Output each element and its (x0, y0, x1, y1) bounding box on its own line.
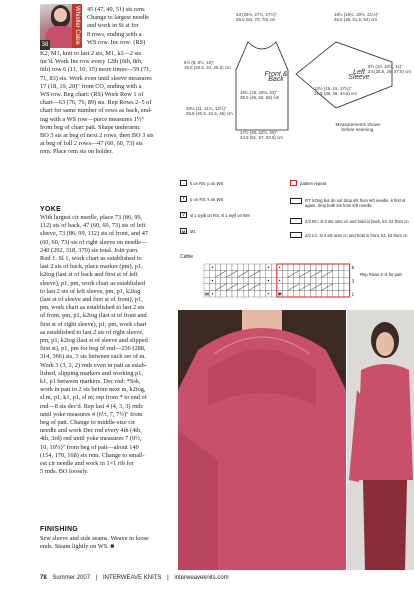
chart-cell (310, 290, 316, 297)
chart-cell (305, 290, 311, 297)
text-line: as established to last 2 sts of right sleeve, (40, 328, 144, 336)
chart-cell (249, 277, 255, 284)
chart-cell (238, 264, 244, 271)
chart-cell (310, 264, 316, 271)
text-line: 8 rows, ending with a (87, 30, 142, 38)
dim-yoke-depth: 10¼ (11, 11¾, 12½)" 39.5 (40.5, 44.5, 46) cm (186, 106, 233, 117)
chart-cell (338, 271, 344, 278)
text-line: 240 (292, 318, 370) sts total. Join yarn. (40, 246, 139, 254)
chart-cell (249, 264, 255, 271)
dim-sleeve-side: 9½ (10, 10½, 11)" 24 (25.5, 26, 27.5) cm (368, 64, 411, 75)
legend-cross-front: 2/3 RC: sl 2 sts onto cn and hold in back, k3, k2 from cn (290, 218, 409, 224)
text-line: last 2 sts of back, place marker (pm), p1, (40, 263, 143, 271)
text-line: Rnd 1: Sl 1, work chart as established to (40, 255, 142, 263)
chart-cell (266, 284, 272, 291)
chart-cell (210, 271, 216, 278)
text-line: sl m, p1, k1, p1, sl m; rep from * to end of (40, 394, 147, 402)
chart-cell (344, 277, 350, 284)
legend-purl: • p on RS; k on WS (180, 196, 223, 202)
text-line: pm, work chart as established to last 2 sts (40, 304, 145, 312)
text-line: from beg of chart patt. Shape underarm: (40, 123, 141, 131)
text-line: chart—63 (76, 76, 89) sts. Rep Rows 2–5 of (40, 99, 152, 107)
chart-cell (277, 284, 283, 291)
chart-cell (305, 284, 311, 291)
chart-cell (238, 271, 244, 278)
chart-cell (271, 271, 277, 278)
chart-cell (322, 264, 328, 271)
chart-cell (232, 277, 238, 284)
text-line: sleeve), p1, pm, work chart as established (40, 279, 146, 287)
chart-cell (232, 284, 238, 291)
text-line: ing with a WS row—piece measures 1½" (40, 115, 145, 123)
chart-cell (294, 271, 300, 278)
schematic (178, 12, 414, 162)
text-line: first st of right sleeve), p1, pm, work chart (40, 320, 147, 328)
chart-cell (327, 271, 333, 278)
dim-neck-top: 23 (25½, 27½, 27½)" 58.5 (64, 70, 70) cm (236, 12, 278, 23)
text-line: WS row. Inc row: (RS) (87, 38, 146, 46)
purl-dot (268, 267, 269, 268)
purl-dot (212, 267, 213, 268)
chart-cell (249, 284, 255, 291)
text-line: to last 2 sts of left sleeve, pm, p1, k2tog (40, 287, 141, 295)
chart-cell (254, 271, 260, 278)
text-line: lished, slipping markers and working p1, (40, 369, 144, 377)
chart-cell (238, 277, 244, 284)
chart-cell (221, 290, 227, 297)
yoke-text (40, 214, 172, 477)
pattern-page-number: 38 (41, 42, 49, 48)
chart-cell (333, 284, 339, 291)
text-line: (last st of sleeve and first st of front), p1, (40, 296, 143, 304)
chart-cell (215, 277, 221, 284)
footer-magazine: INTERWEAVE KNITS (102, 575, 162, 581)
chart-cell (294, 284, 300, 291)
chart-cell (282, 277, 288, 284)
chart-cell (221, 284, 227, 291)
text-line: Sew sleeve and side seams. Weave in loose (40, 535, 149, 542)
chart-cell (204, 264, 210, 271)
chart-cell (232, 271, 238, 278)
chart-cell (282, 290, 288, 297)
text-line: est cir needle and work in 1×1 rib for (40, 460, 134, 468)
text-line: inc'd. Work Inc row every 12th (6th, 8th, (40, 58, 143, 66)
chart-cell (271, 290, 277, 297)
chart-cell (310, 284, 316, 291)
chart-cell (288, 271, 294, 278)
text-line: WS row. Beg chart: (RS) Work Row 1 of (40, 91, 144, 99)
chart-cell (243, 284, 249, 291)
chart-cell (271, 284, 277, 291)
text-line: and work in St st for (87, 22, 139, 30)
chart-cell (322, 271, 328, 278)
chart-cell (327, 290, 333, 297)
chart-cell (338, 277, 344, 284)
purl-dot (279, 267, 280, 268)
chart-cell (226, 290, 232, 297)
chart-repeat-note: Rep Rows 2–5 for patt (360, 272, 402, 277)
pattern-intro-top (87, 6, 172, 47)
text-line: 6th) row 6 (11, 10, 15) more times—59 (71, (40, 66, 151, 74)
chart-cell (299, 264, 305, 271)
chart-cell (310, 277, 316, 284)
text-line: rnd—8 sts dec'd. Rep last 4 (4, 3, 3) rnds (40, 402, 143, 410)
chart-cell (282, 284, 288, 291)
text-line: 5 rnds. BO loosely. (40, 468, 89, 476)
purl-dot (212, 280, 213, 281)
chart-cell (260, 284, 266, 291)
pattern-intro (40, 50, 172, 157)
text-line: (154, 170, 168) sts rem. Change to small- (40, 451, 145, 459)
chart-cell (316, 277, 322, 284)
finishing-text (40, 535, 172, 551)
chart-cell (288, 277, 294, 284)
chart-cell (232, 264, 238, 271)
chart-cell (338, 264, 344, 271)
text-line: 10, 10½)" from beg of patt—about 140 (40, 443, 139, 451)
chart-cell (333, 271, 339, 278)
chart-cell (260, 290, 266, 297)
chart-cell (215, 290, 221, 297)
chart-cell (294, 277, 300, 284)
text-line: BO 5 sts at beg of next 2 rows, then BO 3 sts (40, 132, 154, 140)
chart-cell (238, 284, 244, 291)
chart-cell (344, 271, 350, 278)
legend-cross-back: 2/3 LC: sl 3 sts onto cn and hold in front, k2, k3 from cn (290, 232, 407, 238)
chart-cell (238, 290, 244, 297)
photo-closeup-art (178, 310, 346, 570)
chart-cell (310, 271, 316, 278)
chart-cell (204, 271, 210, 278)
front-back-label: Front & Back (264, 71, 288, 84)
chart-cell (305, 271, 311, 278)
text-line: beg of patt. Change to middle-size cir (40, 419, 135, 427)
chart-cell (226, 284, 232, 291)
pattern-badge: Whistler Cable (72, 4, 82, 48)
chart-cell (288, 290, 294, 297)
chart-cell (282, 271, 288, 278)
chart-cell (299, 284, 305, 291)
chart-cell (294, 290, 300, 297)
chart-cell (271, 264, 277, 271)
dim-cuff: 12½ (15, 15, 17½)" 31.5 (38, 38, 44.5) cm (314, 86, 357, 97)
text-line: needle and work Dec rnd every 4th (4th, (40, 427, 142, 435)
chart-cell (282, 264, 288, 271)
text-line: ends. Steam lightly on WS. ■ (40, 543, 115, 551)
text-line: at beg of foll 2 rows—47 (60, 60, 73) sts (40, 140, 143, 148)
chart-cell (243, 290, 249, 297)
cable-chart-grid (200, 260, 356, 300)
chart-cell (288, 264, 294, 271)
chart-cell (333, 290, 339, 297)
chart-cell (294, 264, 300, 271)
text-line: rem. Place rem sts on holder. (40, 148, 113, 156)
chart-cell (327, 284, 333, 291)
chart-cell (299, 290, 305, 297)
chart-cell (254, 264, 260, 271)
purl-dot (212, 293, 213, 294)
chart-cell (215, 284, 221, 291)
photo-full-art (347, 310, 414, 570)
model-photo-full (347, 310, 414, 570)
chart-cell (327, 264, 333, 271)
text-line: K2, M1, knit to last 2 sts, M1, k2—2 sts (40, 50, 142, 57)
text-line: 112) sts of back, 47 (60, 60, 73) sts of left (40, 222, 146, 230)
text-line: k1, p1 between markers. Dec rnd: *Ssk, (40, 378, 141, 386)
text-line: 17 (18, 19, 20)" from CO, ending with a (40, 82, 142, 90)
text-line: work in patt to 2 sts before next m, k2tog, (40, 386, 146, 394)
page-footer: 78 Summer 2007 | INTERWEAVE KNITS | interweaveknits.com (40, 575, 229, 581)
text-line: Work 3 (3, 2, 2) rnds even in patt as estab- (40, 361, 147, 369)
chart-cell (344, 264, 350, 271)
chart-cell (299, 277, 305, 284)
legend-knit: k on RS; p on WS (180, 180, 223, 186)
text-line: pm, p1, k2tog (last st of sleeve and slipped (40, 337, 148, 345)
yoke-heading: YOKE (40, 206, 62, 213)
text-line: until yoke measures 4 (6½, 7, 7½)" from (40, 410, 143, 418)
text-line: 71, 83) sts. Work even until sleeve measures (40, 74, 152, 82)
chart-cell (316, 271, 322, 278)
chart-cell (327, 277, 333, 284)
chart-cell (221, 271, 227, 278)
chart-m1-marker: M (278, 291, 282, 297)
chart-cell (271, 277, 277, 284)
chart-cell (210, 284, 216, 291)
schematic-drawing (178, 12, 414, 162)
chart-cell (221, 277, 227, 284)
chart-cell (316, 284, 322, 291)
model-photo-closeup (178, 310, 346, 570)
footer-page-number: 78 (40, 575, 47, 581)
chart-cell (260, 277, 266, 284)
chart-cell (338, 284, 344, 291)
text-line: 4th, 3rd) rnd until yoke measures 7 (9½, (40, 435, 142, 443)
chart-cell (322, 277, 328, 284)
chart-cell (232, 290, 238, 297)
text-line: Change to largest needle (87, 14, 149, 22)
chart-cell (277, 271, 283, 278)
text-line: chart for same number of rows as back, end- (40, 107, 153, 115)
chart-cell (204, 277, 210, 284)
measurements-note: Measurements shown before seaming. (335, 122, 381, 133)
chart-title: Cable (180, 254, 194, 260)
chart-cell (316, 264, 322, 271)
text-line: (60, 60, 73) sts of right sleeve on needle— (40, 238, 148, 246)
dim-neck-side: 6½ (8, 9½, 10)" 16.5 (20.5, 24, 25.5) cm (184, 60, 231, 71)
legend-slip: v sl 1 wyib on RS; sl 1 wyif on WS (180, 212, 250, 218)
chart-cell (215, 271, 221, 278)
chart-cell (299, 271, 305, 278)
chart-cell (254, 284, 260, 291)
chart-cell (260, 264, 266, 271)
chart-row-number: 3 (351, 278, 355, 284)
text-line: With largest cir needle, place 73 (86, 99, (40, 214, 143, 221)
text-line: 45 (47, 49, 51) sts rem. (87, 6, 146, 13)
chart-cell (266, 271, 272, 278)
chart-cell (249, 271, 255, 278)
chart-row-number: 1 (351, 291, 355, 297)
text-line: 314, 366) sts, 3 sts between each set of m. (40, 353, 146, 361)
chart-cell (243, 277, 249, 284)
chart-cell (316, 290, 322, 297)
legend-cable-left: RT: k2tog but do not drop sts from left needle, k first st again, drop both sts from left needle (290, 198, 410, 208)
footer-site: interweaveknits.com (174, 575, 229, 581)
chart-cell (226, 264, 232, 271)
chart-cell (243, 271, 249, 278)
chart-cell (254, 290, 260, 297)
chart-cell (243, 264, 249, 271)
dim-chest: 15¼ (18, 20¼, 22)" 38.5 (46, 52, 56) cm (240, 90, 280, 101)
finishing-heading: FINISHING (40, 526, 79, 533)
chart-cell (322, 284, 328, 291)
chart-cell (333, 277, 339, 284)
chart-cell (249, 290, 255, 297)
legend-repeat: pattern repeat (290, 180, 326, 186)
chart-legend (178, 172, 414, 252)
purl-dot (268, 293, 269, 294)
chart-cell (305, 264, 311, 271)
chart-m1-marker: M (205, 291, 209, 297)
dim-sleeve-top: 18½ (19½, 20½, 21½)" 46.5 (49, 51.5, 54) cm (334, 12, 379, 23)
chart-cell (333, 264, 339, 271)
cable-chart (200, 260, 402, 305)
chart-cell (322, 290, 328, 297)
chart-cell (305, 277, 311, 284)
chart-cell (226, 271, 232, 278)
chart-cell (288, 284, 294, 291)
chart-cell (254, 277, 260, 284)
chart-cell (338, 290, 344, 297)
chart-row-number: 5 (351, 265, 355, 271)
chart-cell (215, 264, 221, 271)
text-line: k2tog (last st of back and first st of left (40, 271, 138, 279)
footer-issue: Summer 2007 (52, 575, 91, 581)
chart-cell (344, 290, 350, 297)
text-line: of front, pm, p1, k2tog (last st of front and (40, 312, 147, 320)
text-line: first st), p1, pm for beg of rnd—236 (288, (40, 345, 146, 353)
chart-cell (221, 264, 227, 271)
chart-cell (226, 277, 232, 284)
text-line: sleeve, 73 (86, 99, 112) sts of front, and 47 (40, 230, 149, 238)
purl-dot (279, 280, 280, 281)
sleeve-label: Left Sleeve (348, 69, 370, 82)
chart-cell (204, 284, 210, 291)
chart-cell (344, 284, 350, 291)
legend-m1: M M1 (181, 228, 196, 234)
chart-cell (260, 271, 266, 278)
dim-hip: 17½ (20, 22½, 25)" 44.5 (51, 57, 63.5) cm (240, 130, 283, 141)
purl-dot (268, 280, 269, 281)
